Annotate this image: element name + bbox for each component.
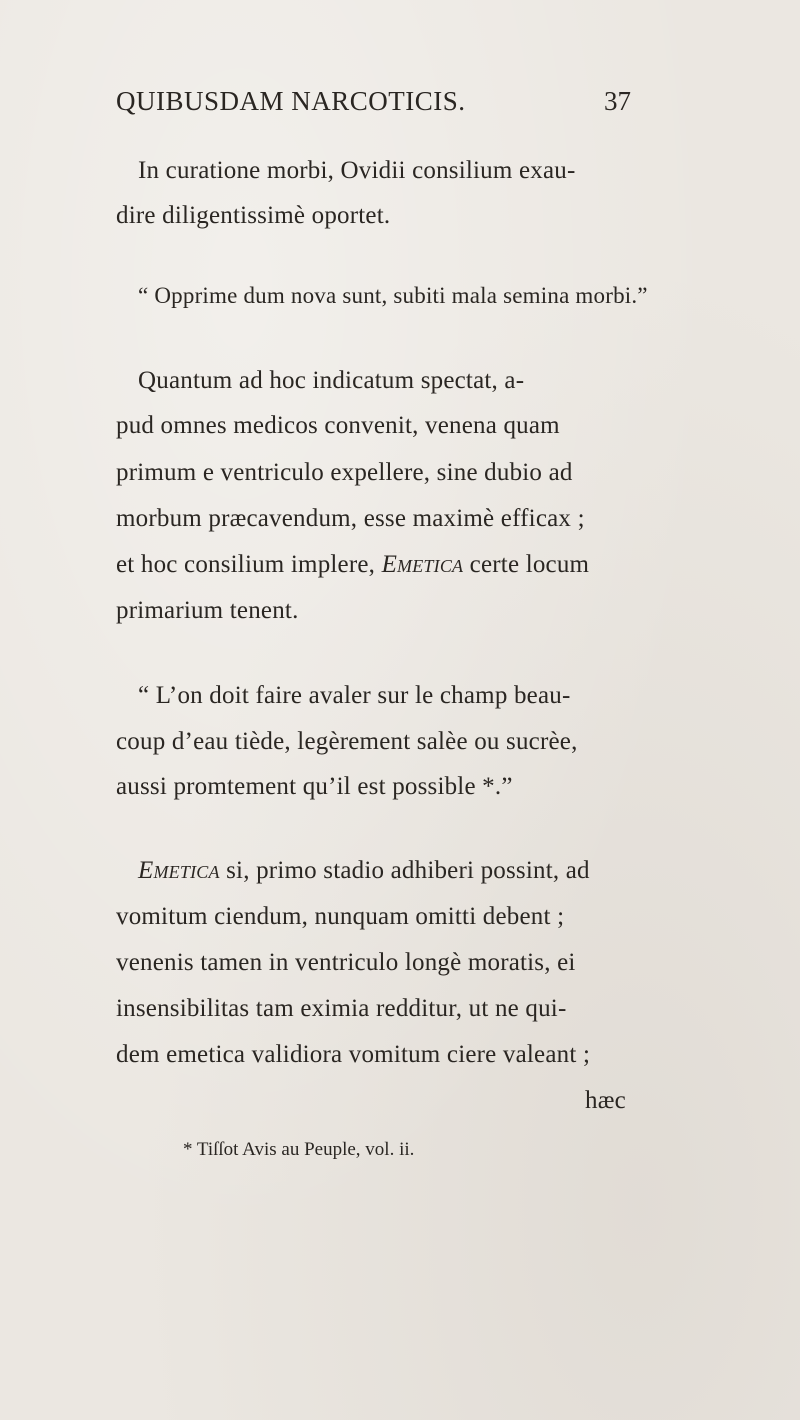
paragraph-2-line-5 — [116, 551, 589, 579]
paragraph-3-line-1-after: si, primo stadio adhiberi possint, ad — [219, 857, 590, 884]
footnote: * Tiſſot Avis au Peuple, vol. ii. — [183, 1139, 415, 1160]
paragraph-2-line-5-before: et hoc consilium implere, — [116, 551, 382, 578]
paragraph-3-line-2: vomitum ciendum, nunquam omitti debent ; — [116, 903, 565, 930]
paragraph-3-line-5: dem emetica validiora vomitum ciere valeant ; — [116, 1041, 591, 1068]
paragraph-2-line-2: pud omnes medicos convenit, venena quam — [116, 412, 560, 439]
french-quote-line-1: “ L’on doit faire avaler sur le champ beau- — [138, 682, 571, 709]
paragraph-2-line-5-after: certe locum — [463, 551, 590, 578]
emetica-emphasis-2: Emetica — [138, 857, 220, 884]
paragraph-2-line-1: Quantum ad hoc indicatum spectat, a- — [138, 367, 525, 394]
french-quote-line-3: aussi promtement qu’il est possible *.” — [116, 773, 513, 800]
catchword: hæc — [585, 1087, 626, 1114]
paragraph-2-line-6: primarium tenent. — [116, 597, 299, 624]
page-header — [116, 86, 631, 126]
emetica-emphasis: Emetica — [381, 551, 464, 578]
running-head: QUIBUSDAM NARCOTICIS. — [116, 86, 466, 116]
paragraph-2-line-4: morbum præcavendum, esse maximè efficax ; — [116, 505, 585, 532]
paragraph-3-line-3: venenis tamen in ventriculo longè moratis, ei — [116, 949, 576, 976]
paragraph-1-line-1: In curatione morbi, Ovidii consilium exau- — [138, 157, 576, 184]
french-quote-line-2: coup d’eau tiède, legèrement salèe ou sucrèe, — [116, 728, 578, 755]
ovid-quote: “ Opprime dum nova sunt, subiti mala semina morbi.” — [138, 283, 648, 308]
paragraph-1-line-2: dire diligentissimè oportet. — [116, 202, 391, 229]
paragraph-3-line-1 — [138, 857, 590, 885]
page-number: 37 — [604, 86, 631, 116]
paragraph-2-line-3: primum e ventriculo expellere, sine dubio ad — [116, 459, 573, 486]
paragraph-3-line-4: insensibilitas tam eximia redditur, ut ne qui- — [116, 995, 567, 1022]
